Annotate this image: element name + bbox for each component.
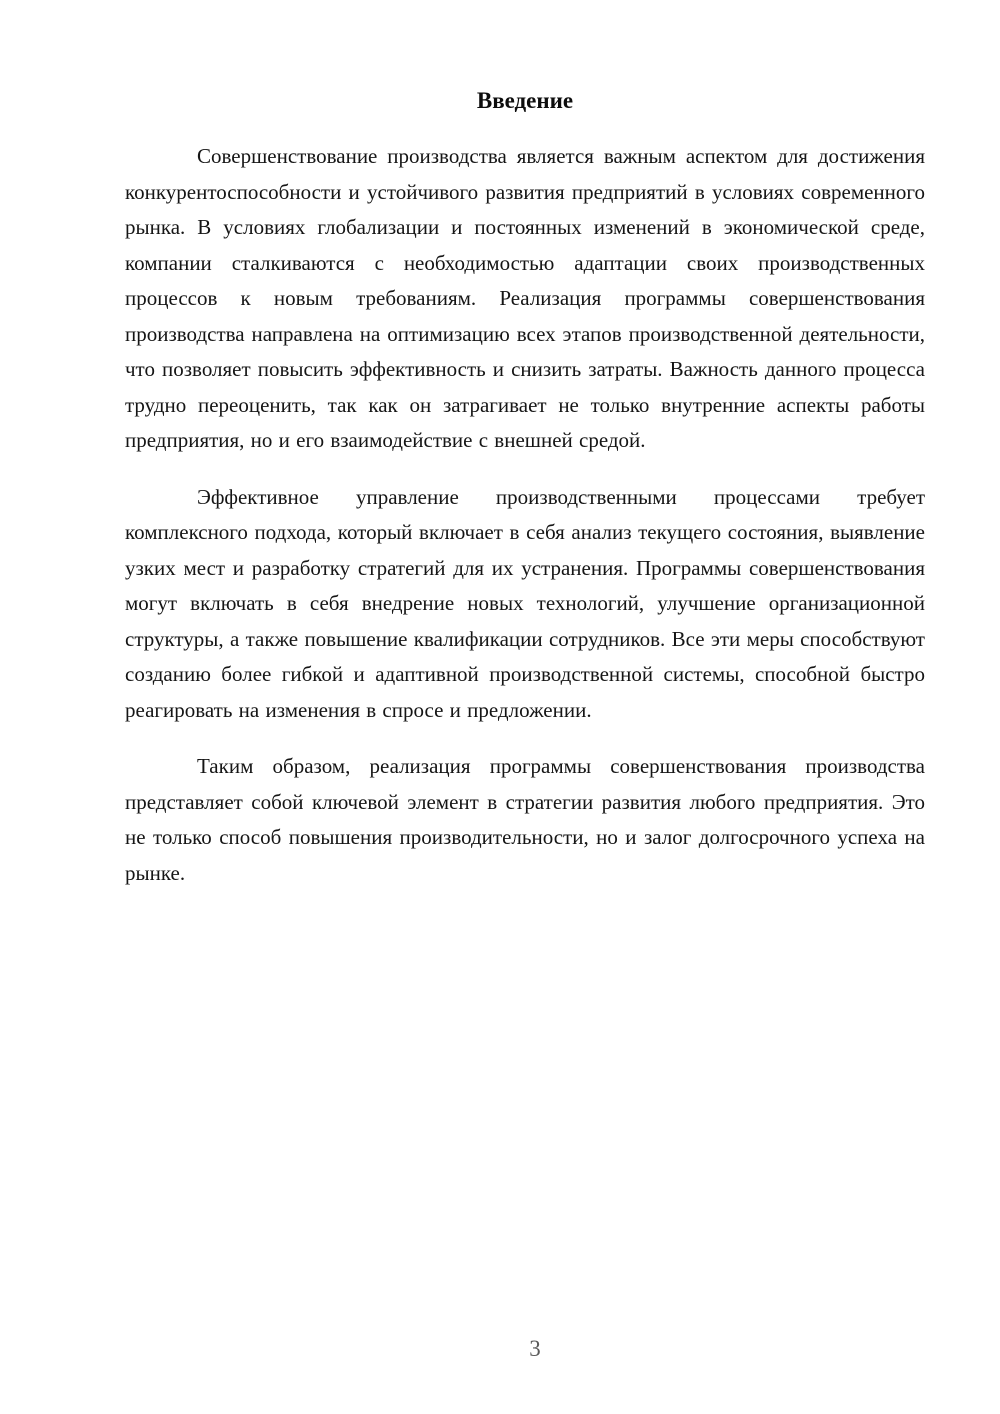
paragraph-2: Эффективное управление производственными процессами требует комплексного подхода, который включает в себя анализ текущего состояния, выявление узких мест и разработку стратегий для их устранения. Программы совершенствования могут включать в себя внедрение новых технологий, улучшение организационной структуры, а также повышение квалификации сотрудников. Все эти меры способствуют созданию более гибкой и адаптивной производственной системы, способной быстро реагировать на изменения в спросе и предложении. [125,484,925,722]
paragraph-3: Таким образом, реализация программы совершенствования производства представляет собой ключевой элемент в стратегии развития любого предприятия. Это не только способ повышения производительности, но и залог долгосрочного успеха на рынке. [125,754,925,885]
paragraph-1: Совершенствование производства является важным аспектом для достижения конкурентоспособности и устойчивого развития предприятий в условиях современного рынка. В условиях глобализации и постоянных изменений в экономической среде, компании сталкиваются с необходимостью адаптации своих производственных процессов к новым требованиям. Реализация программы совершенствования производства направлена на оптимизацию всех этапов производственной деятельности, что позволяет повысить эффективность и снизить затраты. Важность данного процесса трудно переоценить, так как он затрагивает не только внутренние аспекты работы предприятия, но и его взаимодействие с внешней средой. [125,144,925,452]
page-title: Введение [476,88,574,113]
document-content [125,86,925,912]
page-number: 3 [529,1336,541,1361]
